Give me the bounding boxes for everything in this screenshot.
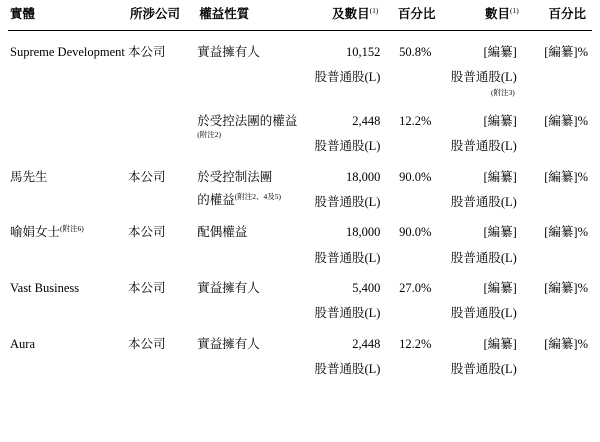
entity-name-note: (附注6) [60, 224, 84, 234]
table-row [8, 323, 592, 379]
nature-line-1: 實益擁有人 [197, 281, 260, 295]
percent-2-value: [編纂]% [544, 113, 588, 128]
col-header-number-2 [441, 0, 524, 31]
company-name: 本公司 [128, 336, 166, 351]
col-header-number-1 [303, 0, 384, 31]
cell-number-2 [441, 267, 524, 323]
cell-nature [197, 156, 303, 212]
percent-1-value: 90.0% [399, 225, 432, 240]
cell-company [128, 156, 197, 212]
number-1-unit: 股普通股(L) [314, 250, 381, 265]
shareholding-table [8, 0, 592, 379]
cell-percent-1 [384, 267, 441, 323]
nature-note: (附注2) [197, 130, 221, 140]
cell-number-1 [303, 211, 384, 267]
number-1-value: 5,400 [352, 281, 381, 295]
percent-1-value: 27.0% [399, 281, 432, 295]
cell-number-1 [303, 267, 384, 323]
cell-percent-1 [384, 211, 441, 267]
nature-line-2: 的權益 [197, 193, 235, 208]
cell-entity [8, 267, 128, 323]
number-2-value: [編纂] [483, 336, 517, 351]
percent-2-value: [編纂]% [544, 336, 588, 351]
cell-company [128, 31, 197, 100]
col-header-number-2-note: (1) [510, 5, 519, 15]
col-header-percent-1-label: 百分比 [397, 7, 436, 21]
col-header-nature-label: 權益性質 [199, 7, 250, 21]
col-header-entity-label: 實體 [10, 7, 36, 21]
cell-number-1 [303, 323, 384, 379]
cell-number-2 [441, 100, 524, 156]
number-1-value: 18,000 [346, 225, 381, 240]
number-2-unit: 股普通股(L) [450, 70, 517, 85]
cell-percent-1 [384, 31, 441, 100]
cell-percent-1 [384, 156, 441, 212]
percent-1-value: 12.2% [399, 336, 432, 351]
cell-nature [197, 211, 303, 267]
cell-nature [197, 100, 303, 156]
col-header-number-1-note: (1) [369, 5, 379, 15]
company-name: 本公司 [128, 45, 166, 59]
table-row [8, 267, 592, 323]
col-header-percent-2 [525, 0, 592, 31]
cell-entity [8, 156, 128, 212]
number-1-value: 2,448 [352, 336, 381, 351]
table-header [8, 0, 592, 31]
cell-number-2 [441, 156, 524, 212]
number-1-unit: 股普通股(L) [314, 306, 381, 321]
table-row [8, 100, 592, 156]
cell-nature [197, 31, 303, 100]
cell-nature [197, 323, 303, 379]
cell-percent-2 [525, 323, 592, 379]
table-row [8, 31, 592, 100]
percent-2-value: [編纂]% [544, 281, 588, 295]
percent-1-value: 50.8% [399, 45, 432, 59]
cell-entity [8, 100, 128, 156]
col-header-entity [8, 0, 128, 31]
number-1-unit: 股普通股(L) [314, 139, 381, 154]
cell-company [128, 211, 197, 267]
number-2-value: [編纂] [483, 169, 517, 184]
table-row [8, 156, 592, 212]
number-2-value: [編纂] [483, 45, 517, 59]
company-name: 本公司 [128, 169, 166, 184]
number-2-unit: 股普通股(L) [450, 306, 517, 321]
cell-nature [197, 267, 303, 323]
company-name: 本公司 [128, 225, 166, 240]
cell-company [128, 323, 197, 379]
col-header-percent-2-label: 百分比 [548, 7, 586, 21]
cell-percent-2 [525, 267, 592, 323]
cell-percent-2 [525, 156, 592, 212]
cell-number-1 [303, 31, 384, 100]
number-2-value: [編纂] [483, 225, 517, 240]
col-header-number-1-label: 及數目 [332, 7, 370, 21]
entity-name: 喻娟女士 [10, 225, 61, 240]
nature-note: (附注2、4及5) [234, 191, 281, 201]
percent-2-value: [編纂]% [544, 169, 588, 184]
cell-entity [8, 31, 128, 100]
header-row [8, 0, 592, 31]
col-header-company [128, 0, 197, 31]
percent-2-value: [編纂]% [544, 45, 588, 59]
col-header-percent-1 [384, 0, 441, 31]
nature-line-1: 實益擁有人 [197, 336, 260, 351]
cell-entity [8, 323, 128, 379]
company-name: 本公司 [128, 281, 166, 295]
percent-1-value: 12.2% [399, 113, 432, 128]
entity-name: 馬先生 [10, 169, 48, 184]
number-1-value: 18,000 [346, 169, 381, 184]
nature-line-1: 於受控制法團 [197, 169, 273, 184]
table-body [8, 31, 592, 379]
col-header-nature [197, 0, 303, 31]
cell-number-1 [303, 100, 384, 156]
entity-name: Vast Business [10, 281, 80, 295]
number-1-unit: 股普通股(L) [314, 362, 381, 377]
cell-number-2 [441, 323, 524, 379]
cell-number-2 [441, 211, 524, 267]
nature-line-1: 於受控法團的權益 [197, 113, 298, 128]
cell-percent-2 [525, 211, 592, 267]
number-1-value: 2,448 [352, 113, 381, 128]
cell-percent-1 [384, 323, 441, 379]
cell-entity [8, 211, 128, 267]
cell-percent-2 [525, 100, 592, 156]
number-2-unit: 股普通股(L) [450, 194, 517, 209]
entity-name: Aura [10, 336, 35, 351]
number-1-unit: 股普通股(L) [314, 194, 381, 209]
number-2-unit: 股普通股(L) [450, 362, 517, 377]
col-header-number-2-label: 數目 [485, 7, 511, 21]
table-row [8, 211, 592, 267]
percent-1-value: 90.0% [399, 169, 432, 184]
cell-company [128, 100, 197, 156]
nature-line-1: 配偶權益 [197, 225, 248, 240]
number-1-unit: 股普通股(L) [314, 70, 381, 85]
number-2-value: [編纂] [483, 281, 517, 295]
entity-name: Supreme Development [10, 45, 125, 60]
percent-2-value: [編纂]% [544, 225, 588, 240]
number-2-note: (附注3) [491, 87, 515, 97]
cell-percent-1 [384, 100, 441, 156]
cell-percent-2 [525, 31, 592, 100]
number-2-unit: 股普通股(L) [450, 139, 517, 154]
number-1-value: 10,152 [346, 45, 381, 59]
number-2-value: [編纂] [483, 113, 517, 128]
col-header-company-label: 所涉公司 [130, 7, 181, 21]
cell-company [128, 267, 197, 323]
number-2-unit: 股普通股(L) [450, 250, 517, 265]
cell-number-1 [303, 156, 384, 212]
cell-number-2 [441, 31, 524, 100]
nature-line-1: 實益擁有人 [197, 45, 260, 59]
